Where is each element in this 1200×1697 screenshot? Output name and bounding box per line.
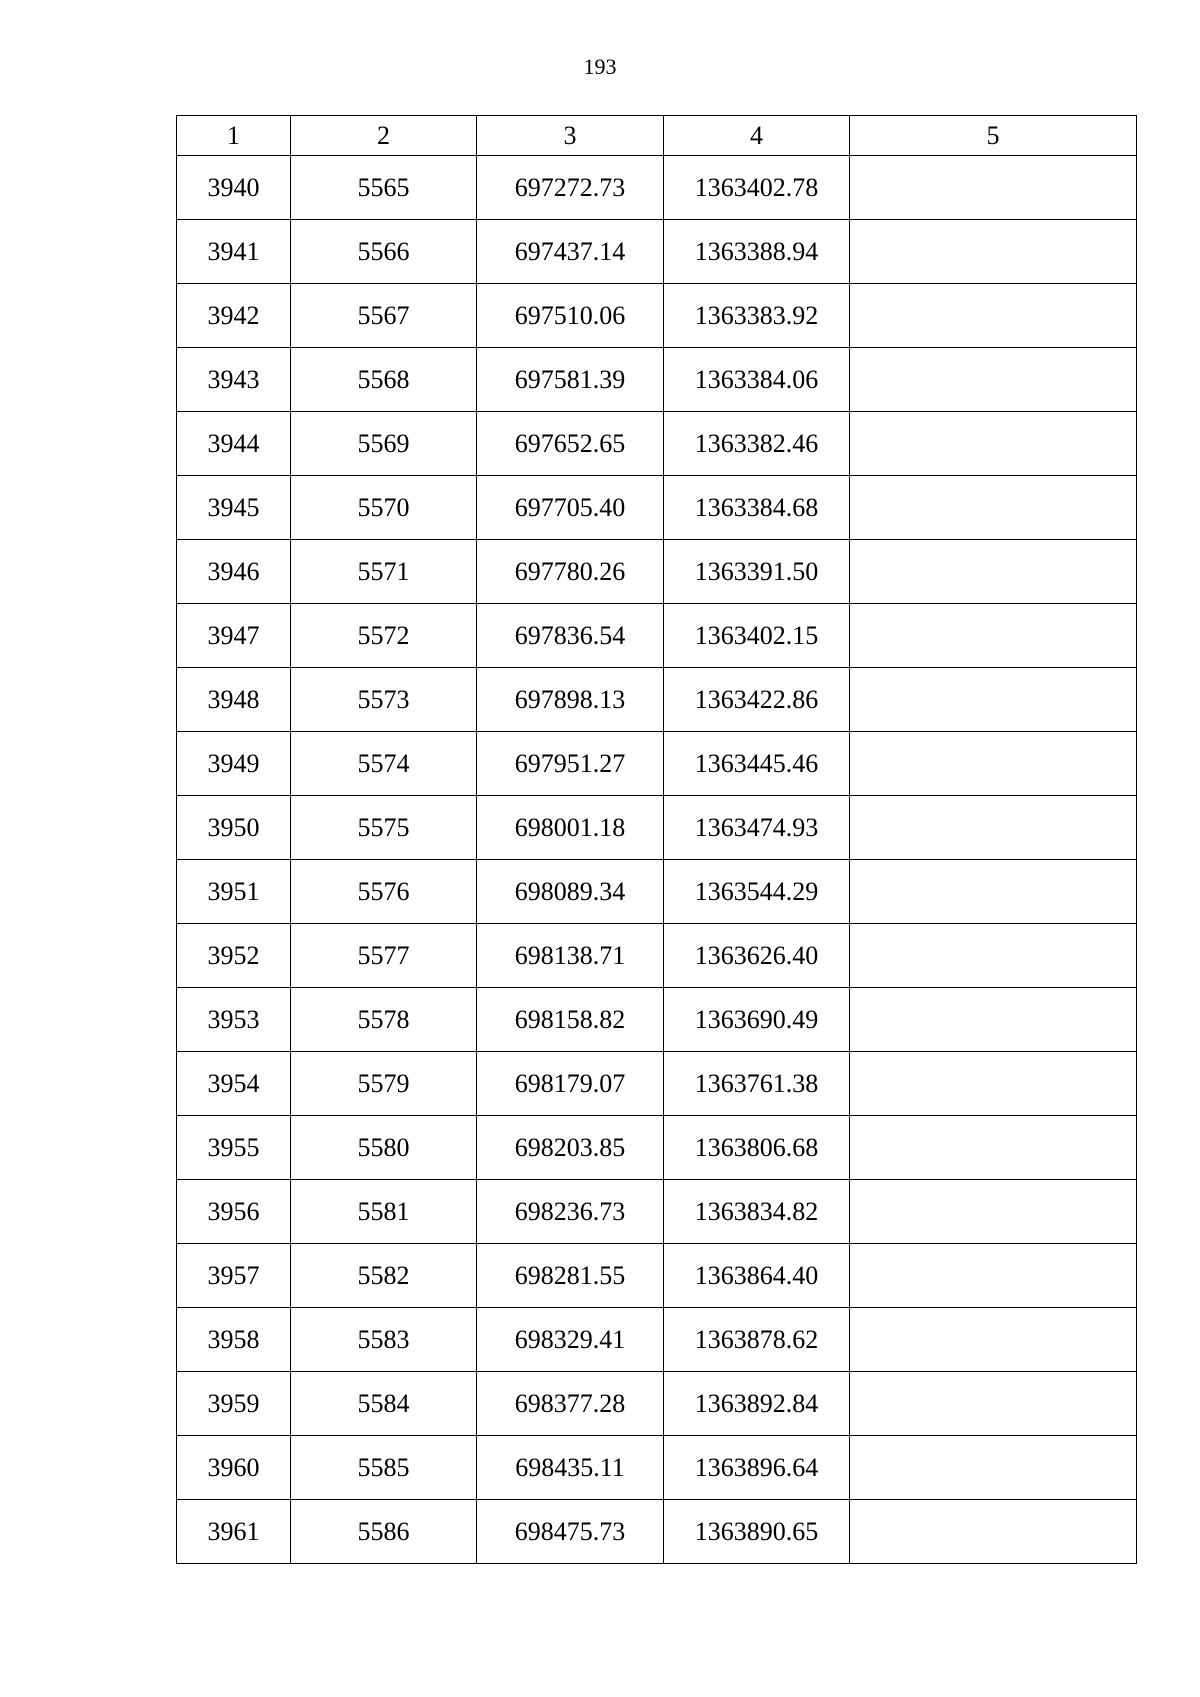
table-cell-col-1: 3958 [177, 1308, 291, 1372]
table-cell-col-2: 5570 [291, 476, 477, 540]
table-cell-col-3: 697705.40 [477, 476, 664, 540]
table-row [177, 1116, 1137, 1180]
table-cell-col-4: 1363896.64 [664, 1436, 850, 1500]
table-cell-col-4: 1363892.84 [664, 1372, 850, 1436]
table-cell-col-4: 1363402.78 [664, 156, 850, 220]
table-cell-col-2: 5585 [291, 1436, 477, 1500]
table-cell-col-2: 5586 [291, 1500, 477, 1564]
page-number: 193 [583, 54, 617, 79]
table-row [177, 732, 1137, 796]
table-cell-col-2: 5567 [291, 284, 477, 348]
table-cell-col-2: 5572 [291, 604, 477, 668]
table-cell-col-3: 698089.34 [477, 860, 664, 924]
table-cell-col-3: 697272.73 [477, 156, 664, 220]
table-cell-col-2: 5581 [291, 1180, 477, 1244]
table-row [177, 348, 1137, 412]
table-cell-col-1: 3960 [177, 1436, 291, 1500]
table-row [177, 220, 1137, 284]
table-cell-col-5 [850, 412, 1137, 476]
table-cell-col-3: 698236.73 [477, 1180, 664, 1244]
table-row [177, 1052, 1137, 1116]
table-cell-col-4: 1363391.50 [664, 540, 850, 604]
table-cell-col-1: 3942 [177, 284, 291, 348]
table-cell-col-3: 698281.55 [477, 1244, 664, 1308]
table-cell-col-2: 5574 [291, 732, 477, 796]
table-cell-col-5 [850, 540, 1137, 604]
table-cell-col-1: 3953 [177, 988, 291, 1052]
table-cell-col-5 [850, 1180, 1137, 1244]
table-cell-col-4: 1363878.62 [664, 1308, 850, 1372]
table-row [177, 604, 1137, 668]
column-header-5: 5 [850, 116, 1137, 156]
table-row [177, 284, 1137, 348]
table-cell-col-3: 698138.71 [477, 924, 664, 988]
table-cell-col-5 [850, 156, 1137, 220]
table-row [177, 476, 1137, 540]
column-header-2: 2 [291, 116, 477, 156]
table-row [177, 924, 1137, 988]
table-cell-col-4: 1363422.86 [664, 668, 850, 732]
table-cell-col-4: 1363402.15 [664, 604, 850, 668]
table-cell-col-2: 5569 [291, 412, 477, 476]
table-cell-col-3: 697836.54 [477, 604, 664, 668]
table-cell-col-1: 3944 [177, 412, 291, 476]
table-header-row [177, 116, 1137, 156]
table-cell-col-4: 1363864.40 [664, 1244, 850, 1308]
table-cell-col-2: 5577 [291, 924, 477, 988]
table-cell-col-1: 3949 [177, 732, 291, 796]
table-cell-col-5 [850, 604, 1137, 668]
table-cell-col-4: 1363474.93 [664, 796, 850, 860]
table-row [177, 540, 1137, 604]
table-cell-col-4: 1363383.92 [664, 284, 850, 348]
table-cell-col-2: 5578 [291, 988, 477, 1052]
table-row [177, 1436, 1137, 1500]
table-cell-col-4: 1363890.65 [664, 1500, 850, 1564]
table-cell-col-5 [850, 1116, 1137, 1180]
table-cell-col-2: 5568 [291, 348, 477, 412]
table-cell-col-3: 698435.11 [477, 1436, 664, 1500]
table-cell-col-3: 697510.06 [477, 284, 664, 348]
table-cell-col-2: 5583 [291, 1308, 477, 1372]
table-cell-col-4: 1363384.06 [664, 348, 850, 412]
table-cell-col-4: 1363388.94 [664, 220, 850, 284]
table-row [177, 1372, 1137, 1436]
table-cell-col-1: 3948 [177, 668, 291, 732]
table-cell-col-5 [850, 1308, 1137, 1372]
table-cell-col-5 [850, 1436, 1137, 1500]
table-cell-col-1: 3957 [177, 1244, 291, 1308]
table-cell-col-5 [850, 1500, 1137, 1564]
table-cell-col-5 [850, 284, 1137, 348]
table-cell-col-3: 698158.82 [477, 988, 664, 1052]
table-cell-col-2: 5575 [291, 796, 477, 860]
table-cell-col-1: 3940 [177, 156, 291, 220]
table-cell-col-5 [850, 924, 1137, 988]
table-cell-col-5 [850, 668, 1137, 732]
column-header-1: 1 [177, 116, 291, 156]
table-cell-col-2: 5584 [291, 1372, 477, 1436]
table-cell-col-3: 698001.18 [477, 796, 664, 860]
table-cell-col-2: 5573 [291, 668, 477, 732]
table-cell-col-4: 1363382.46 [664, 412, 850, 476]
table-cell-col-1: 3946 [177, 540, 291, 604]
column-header-3: 3 [477, 116, 664, 156]
table-cell-col-1: 3955 [177, 1116, 291, 1180]
table-row [177, 988, 1137, 1052]
table-cell-col-4: 1363761.38 [664, 1052, 850, 1116]
table-cell-col-3: 697898.13 [477, 668, 664, 732]
table-cell-col-3: 698377.28 [477, 1372, 664, 1436]
table-cell-col-2: 5579 [291, 1052, 477, 1116]
table-cell-col-4: 1363806.68 [664, 1116, 850, 1180]
table-cell-col-5 [850, 796, 1137, 860]
table-cell-col-2: 5576 [291, 860, 477, 924]
table-cell-col-3: 698329.41 [477, 1308, 664, 1372]
table-cell-col-1: 3950 [177, 796, 291, 860]
table-cell-col-1: 3947 [177, 604, 291, 668]
table-cell-col-5 [850, 220, 1137, 284]
table-cell-col-1: 3941 [177, 220, 291, 284]
table-cell-col-3: 697581.39 [477, 348, 664, 412]
table-cell-col-1: 3959 [177, 1372, 291, 1436]
table-row [177, 1244, 1137, 1308]
table-cell-col-4: 1363690.49 [664, 988, 850, 1052]
table-cell-col-5 [850, 988, 1137, 1052]
table-cell-col-5 [850, 1052, 1137, 1116]
table-body [177, 156, 1137, 1564]
table-cell-col-3: 697652.65 [477, 412, 664, 476]
table-cell-col-4: 1363445.46 [664, 732, 850, 796]
table-cell-col-2: 5582 [291, 1244, 477, 1308]
table-cell-col-5 [850, 732, 1137, 796]
table-cell-col-3: 697951.27 [477, 732, 664, 796]
table-row [177, 860, 1137, 924]
table-cell-col-5 [850, 1244, 1137, 1308]
table-cell-col-3: 698475.73 [477, 1500, 664, 1564]
table-cell-col-5 [850, 476, 1137, 540]
table-row [177, 668, 1137, 732]
table-cell-col-3: 698203.85 [477, 1116, 664, 1180]
table-cell-col-1: 3943 [177, 348, 291, 412]
table-row [177, 156, 1137, 220]
table-cell-col-2: 5580 [291, 1116, 477, 1180]
table-cell-col-1: 3952 [177, 924, 291, 988]
table-cell-col-5 [850, 860, 1137, 924]
table-cell-col-5 [850, 1372, 1137, 1436]
table-cell-col-2: 5571 [291, 540, 477, 604]
table-cell-col-3: 697780.26 [477, 540, 664, 604]
table-cell-col-4: 1363544.29 [664, 860, 850, 924]
table-cell-col-1: 3954 [177, 1052, 291, 1116]
column-header-4: 4 [664, 116, 850, 156]
table-cell-col-4: 1363834.82 [664, 1180, 850, 1244]
table-cell-col-1: 3961 [177, 1500, 291, 1564]
table-cell-col-2: 5565 [291, 156, 477, 220]
table-cell-col-3: 698179.07 [477, 1052, 664, 1116]
table-row [177, 1500, 1137, 1564]
table-row [177, 1308, 1137, 1372]
table-cell-col-4: 1363384.68 [664, 476, 850, 540]
table-cell-col-1: 3951 [177, 860, 291, 924]
table-cell-col-1: 3945 [177, 476, 291, 540]
table-row [177, 412, 1137, 476]
table-cell-col-4: 1363626.40 [664, 924, 850, 988]
table-cell-col-3: 697437.14 [477, 220, 664, 284]
table-cell-col-2: 5566 [291, 220, 477, 284]
coordinates-table [176, 115, 1137, 1564]
table-row [177, 796, 1137, 860]
table-cell-col-5 [850, 348, 1137, 412]
table-row [177, 1180, 1137, 1244]
table-cell-col-1: 3956 [177, 1180, 291, 1244]
